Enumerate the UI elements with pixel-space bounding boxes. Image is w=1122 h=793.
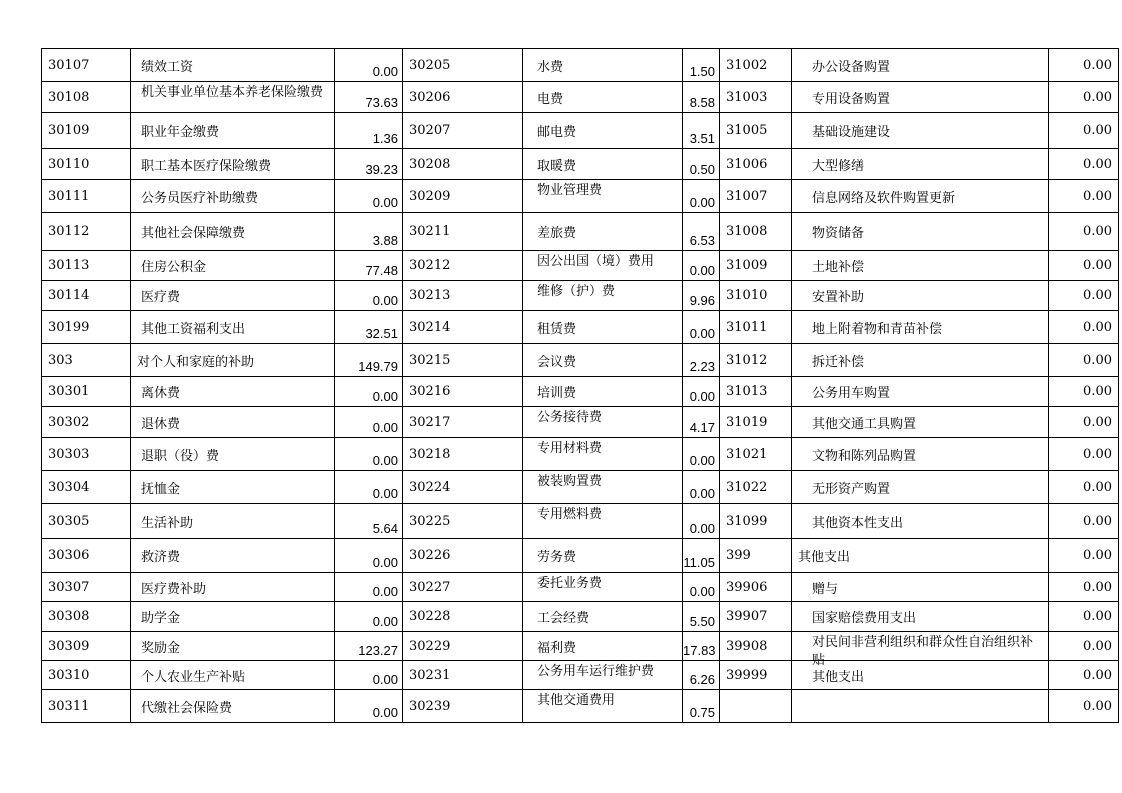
item-name-cell: 无形资产购置: [792, 471, 1049, 504]
amount-cell: 5.64: [335, 504, 403, 539]
code-cell: [720, 690, 792, 723]
code-cell: 30239: [403, 690, 523, 723]
amount-cell: 32.51: [335, 311, 403, 344]
table-row: [42, 632, 1119, 661]
item-name-cell: [523, 407, 683, 438]
code-cell: 30228: [403, 602, 523, 632]
amount-cell: 0.00: [1049, 602, 1119, 632]
code-cell: 30304: [42, 471, 131, 504]
amount-cell: 3.51: [683, 113, 720, 149]
amount-cell: 0.00: [335, 539, 403, 573]
item-name-cell: [792, 632, 1049, 668]
amount-cell: 0.00: [335, 661, 403, 690]
amount-cell: 0.00: [335, 602, 403, 632]
code-cell: 31008: [720, 213, 792, 251]
table-row: [42, 504, 1119, 539]
item-name-cell: 其他支出: [792, 661, 1049, 690]
item-name-cell: 物资储备: [792, 213, 1049, 251]
table-row: [42, 438, 1119, 471]
item-name-cell: 赠与: [792, 573, 1049, 602]
amount-cell: 0.00: [335, 573, 403, 602]
item-name-cell: 大型修缮: [792, 149, 1049, 180]
code-cell: 31011: [720, 311, 792, 344]
code-cell: 31021: [720, 438, 792, 471]
code-cell: 30308: [42, 602, 131, 632]
amount-cell: 0.00: [1049, 438, 1119, 471]
item-name-cell: 工会经费: [523, 602, 683, 632]
code-cell: 30113: [42, 251, 131, 281]
item-name-cell: [523, 180, 683, 213]
code-cell: 39907: [720, 602, 792, 632]
code-cell: 39999: [720, 661, 792, 690]
item-name-cell: [131, 82, 335, 113]
amount-cell: 0.00: [335, 49, 403, 82]
amount-cell: 73.63: [335, 82, 403, 113]
code-cell: 30207: [403, 113, 523, 149]
amount-cell: 6.53: [683, 213, 720, 251]
item-name-cell: [523, 661, 683, 690]
amount-cell: 0.50: [683, 149, 720, 180]
amount-cell: 0.00: [683, 180, 720, 213]
item-name-cell: 福利费: [523, 632, 683, 661]
amount-cell: 0.00: [1049, 149, 1119, 180]
code-cell: 30214: [403, 311, 523, 344]
item-name-cell: 信息网络及软件购置更新: [792, 180, 1049, 213]
amount-cell: 0.00: [1049, 213, 1119, 251]
table-row: [42, 149, 1119, 180]
item-name-cell: 代缴社会保险费: [131, 690, 335, 723]
amount-cell: 0.00: [335, 438, 403, 471]
item-name-cell: 培训费: [523, 377, 683, 407]
item-name-cell: 职工基本医疗保险缴费: [131, 149, 335, 180]
table-row: [42, 471, 1119, 504]
code-cell: 30303: [42, 438, 131, 471]
code-cell: 31003: [720, 82, 792, 113]
code-cell: 30229: [403, 632, 523, 661]
table-row: [42, 213, 1119, 251]
amount-cell: 0.00: [1049, 180, 1119, 213]
amount-cell: 0.00: [683, 438, 720, 471]
table-row: [42, 82, 1119, 113]
amount-cell: 0.00: [683, 377, 720, 407]
code-cell: 31006: [720, 149, 792, 180]
table-row: [42, 49, 1119, 82]
amount-cell: 8.58: [683, 82, 720, 113]
table-row: [42, 113, 1119, 149]
code-cell: 30301: [42, 377, 131, 407]
amount-cell: 0.00: [335, 180, 403, 213]
item-name-cell: 土地补偿: [792, 251, 1049, 281]
code-cell: 31022: [720, 471, 792, 504]
item-name-cell: 住房公积金: [131, 251, 335, 281]
amount-cell: 0.00: [1049, 407, 1119, 438]
item-name-cell: 其他工资福利支出: [131, 311, 335, 344]
amount-cell: 0.00: [683, 471, 720, 504]
item-name-cell: 助学金: [131, 602, 335, 632]
item-name-cell: 抚恤金: [131, 471, 335, 504]
table-row: [42, 344, 1119, 377]
item-name-cell: 拆迁补偿: [792, 344, 1049, 377]
item-name-text: 机关事业单位基本养老保险缴费: [141, 85, 324, 100]
code-cell: 30217: [403, 407, 523, 438]
item-name-cell: 水费: [523, 49, 683, 82]
code-cell: 30110: [42, 149, 131, 180]
item-name-cell: [523, 471, 683, 504]
code-cell: 30213: [403, 281, 523, 311]
item-name-cell: 文物和陈列品购置: [792, 438, 1049, 471]
code-cell: 30226: [403, 539, 523, 573]
amount-cell: 77.48: [335, 251, 403, 281]
item-name-cell: [523, 251, 683, 281]
amount-cell: 39.23: [335, 149, 403, 180]
code-cell: 30225: [403, 504, 523, 539]
code-cell: 30212: [403, 251, 523, 281]
item-name-cell: [523, 690, 683, 723]
code-cell: 30209: [403, 180, 523, 213]
code-cell: 31019: [720, 407, 792, 438]
code-cell: 30108: [42, 82, 131, 113]
table-row: [42, 602, 1119, 632]
item-name-cell: 办公设备购置: [792, 49, 1049, 82]
item-name-cell: 奖励金: [131, 632, 335, 661]
amount-cell: 0.00: [683, 573, 720, 602]
item-name-cell: [523, 573, 683, 602]
item-name-cell: 职业年金缴费: [131, 113, 335, 149]
code-cell: 30310: [42, 661, 131, 690]
amount-cell: 0.00: [1049, 661, 1119, 690]
amount-cell: 123.27: [335, 632, 403, 661]
code-cell: 31013: [720, 377, 792, 407]
amount-cell: 11.05: [683, 539, 720, 573]
table-row: [42, 661, 1119, 690]
code-cell: 31007: [720, 180, 792, 213]
item-name-text: 被装购置费: [537, 474, 603, 489]
item-name-cell: 租赁费: [523, 311, 683, 344]
code-cell: 30311: [42, 690, 131, 723]
item-name-cell: 基础设施建设: [792, 113, 1049, 149]
item-name-text: 委托业务费: [537, 576, 603, 591]
amount-cell: 0.00: [1049, 311, 1119, 344]
item-name-cell: 其他社会保障缴费: [131, 213, 335, 251]
code-cell: 31099: [720, 504, 792, 539]
item-name-cell: 其他交通工具购置: [792, 407, 1049, 438]
item-name-cell: 邮电费: [523, 113, 683, 149]
amount-cell: 0.00: [1049, 377, 1119, 407]
item-name-cell: 地上附着物和青苗补偿: [792, 311, 1049, 344]
amount-cell: 149.79: [335, 344, 403, 377]
item-name-cell: [523, 504, 683, 539]
item-name-cell: 医疗费: [131, 281, 335, 311]
code-cell: 30111: [42, 180, 131, 213]
amount-cell: 9.96: [683, 281, 720, 311]
item-name-cell: 会议费: [523, 344, 683, 377]
code-cell: 31002: [720, 49, 792, 82]
item-name-text: 专用燃料费: [537, 507, 603, 522]
table-row: [42, 281, 1119, 311]
item-name-cell: [523, 438, 683, 471]
item-name-cell: 国家赔偿费用支出: [792, 602, 1049, 632]
amount-cell: 0.00: [683, 504, 720, 539]
amount-cell: 0.00: [1049, 251, 1119, 281]
amount-cell: 0.00: [335, 281, 403, 311]
amount-cell: 0.00: [683, 311, 720, 344]
item-name-text: 对民间非营利组织和群众性自治组织补贴: [812, 635, 1034, 668]
item-name-text: 专用材料费: [537, 441, 603, 456]
table-row: [42, 251, 1119, 281]
item-name-cell: 专用设备购置: [792, 82, 1049, 113]
code-cell: 30307: [42, 573, 131, 602]
item-name-cell: 差旅费: [523, 213, 683, 251]
amount-cell: 0.00: [1049, 539, 1119, 573]
amount-cell: 0.75: [683, 690, 720, 723]
code-cell: 30306: [42, 539, 131, 573]
item-name-cell: 退职（役）费: [131, 438, 335, 471]
item-name-cell: 对个人和家庭的补助: [131, 344, 335, 377]
item-name-cell: 公务用车购置: [792, 377, 1049, 407]
item-name-cell: [792, 690, 1049, 723]
item-name-cell: 离休费: [131, 377, 335, 407]
code-cell: 39908: [720, 632, 792, 661]
amount-cell: 2.23: [683, 344, 720, 377]
item-name-cell: 医疗费补助: [131, 573, 335, 602]
amount-cell: 0.00: [1049, 113, 1119, 149]
code-cell: 30114: [42, 281, 131, 311]
table-row: [42, 377, 1119, 407]
amount-cell: 5.50: [683, 602, 720, 632]
code-cell: 30302: [42, 407, 131, 438]
amount-cell: 0.00: [335, 690, 403, 723]
amount-cell: 0.00: [335, 407, 403, 438]
amount-cell: 6.26: [683, 661, 720, 690]
code-cell: 30309: [42, 632, 131, 661]
amount-cell: 0.00: [683, 251, 720, 281]
code-cell: 30215: [403, 344, 523, 377]
code-cell: 30112: [42, 213, 131, 251]
item-name-cell: 劳务费: [523, 539, 683, 573]
amount-cell: 17.83: [683, 632, 720, 661]
table-row: [42, 407, 1119, 438]
amount-cell: 0.00: [1049, 49, 1119, 82]
code-cell: 31010: [720, 281, 792, 311]
amount-cell: 0.00: [1049, 504, 1119, 539]
code-cell: 30227: [403, 573, 523, 602]
item-name-cell: 取暖费: [523, 149, 683, 180]
amount-cell: 1.36: [335, 113, 403, 149]
item-name-cell: 绩效工资: [131, 49, 335, 82]
code-cell: 30224: [403, 471, 523, 504]
code-cell: 30107: [42, 49, 131, 82]
table-row: [42, 539, 1119, 573]
budget-table: [41, 48, 1119, 723]
item-name-text: 维修（护）费: [537, 284, 616, 299]
amount-cell: 0.00: [1049, 690, 1119, 723]
code-cell: 30206: [403, 82, 523, 113]
code-cell: 30208: [403, 149, 523, 180]
amount-cell: 1.50: [683, 49, 720, 82]
amount-cell: 0.00: [1049, 344, 1119, 377]
amount-cell: 0.00: [335, 377, 403, 407]
item-name-cell: [523, 281, 683, 311]
code-cell: 399: [720, 539, 792, 573]
amount-cell: 0.00: [1049, 281, 1119, 311]
item-name-cell: 个人农业生产补贴: [131, 661, 335, 690]
table-row: [42, 180, 1119, 213]
code-cell: 31012: [720, 344, 792, 377]
item-name-text: 因公出国（境）费用: [537, 254, 655, 269]
amount-cell: 3.88: [335, 213, 403, 251]
amount-cell: 0.00: [1049, 573, 1119, 602]
code-cell: 31005: [720, 113, 792, 149]
code-cell: 30231: [403, 661, 523, 690]
amount-cell: 0.00: [1049, 471, 1119, 504]
item-name-cell: 安置补助: [792, 281, 1049, 311]
item-name-cell: 其他资本性支出: [792, 504, 1049, 539]
item-name-cell: 退休费: [131, 407, 335, 438]
item-name-text: 公务接待费: [537, 410, 603, 425]
code-cell: 30109: [42, 113, 131, 149]
table-row: [42, 311, 1119, 344]
code-cell: 30211: [403, 213, 523, 251]
item-name-cell: 其他支出: [792, 539, 1049, 573]
item-name-cell: 生活补助: [131, 504, 335, 539]
item-name-text: 物业管理费: [537, 183, 603, 198]
item-name-cell: 公务员医疗补助缴费: [131, 180, 335, 213]
item-name-cell: 救济费: [131, 539, 335, 573]
table-row: [42, 573, 1119, 602]
amount-cell: 4.17: [683, 407, 720, 438]
item-name-cell: 电费: [523, 82, 683, 113]
code-cell: 30199: [42, 311, 131, 344]
code-cell: 303: [42, 344, 131, 377]
code-cell: 39906: [720, 573, 792, 602]
amount-cell: 0.00: [1049, 632, 1119, 661]
item-name-text: 其他交通费用: [537, 693, 616, 708]
code-cell: 30305: [42, 504, 131, 539]
code-cell: 31009: [720, 251, 792, 281]
amount-cell: 0.00: [1049, 82, 1119, 113]
code-cell: 30216: [403, 377, 523, 407]
code-cell: 30205: [403, 49, 523, 82]
table-row: [42, 690, 1119, 723]
amount-cell: 0.00: [335, 471, 403, 504]
item-name-text: 公务用车运行维护费: [537, 664, 655, 679]
code-cell: 30218: [403, 438, 523, 471]
